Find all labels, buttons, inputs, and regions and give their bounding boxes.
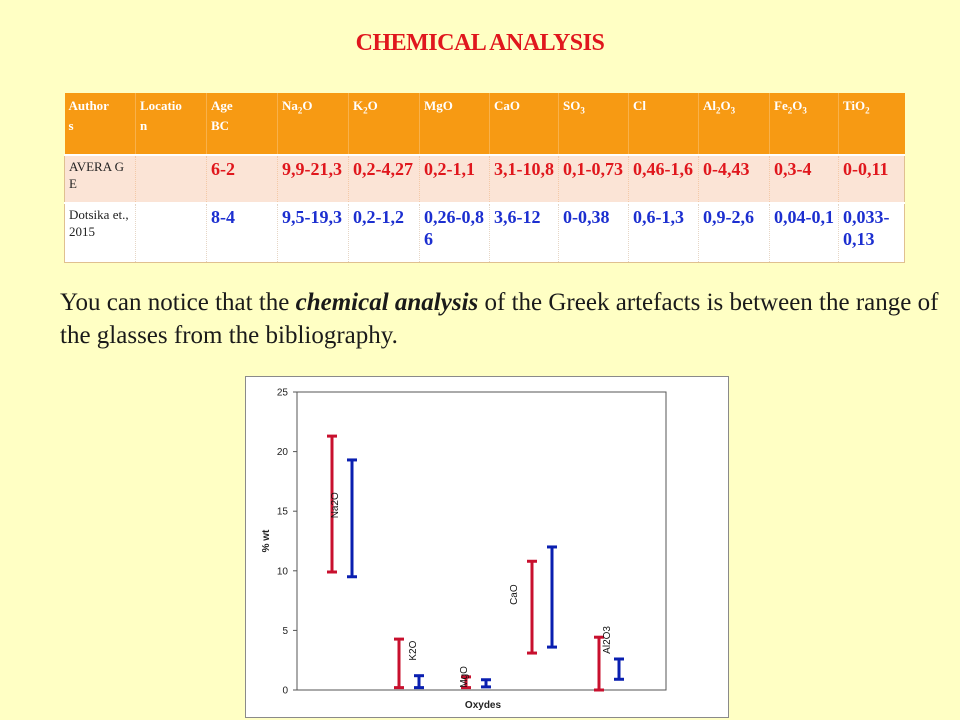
header-k2o: $K_2O$ [349,93,420,155]
cell-na2o: 9,5-19,3 [278,203,349,263]
cell-age: 8-4 [207,203,278,263]
header-cl: Cl [629,93,699,155]
observation-note: You can notice that the chemical analysis of the Greek artefacts is between the range of the glasses from the bibliography. [60,289,939,349]
cell-al2o3: 0,9-2,6 [699,203,770,263]
cell-so3: 0-0,38 [559,203,629,263]
y-tick-label: 10 [276,566,288,578]
y-tick-label: 5 [282,625,288,637]
cell-fe2o3: 0,04-0,1 [770,203,839,263]
cell-location [136,203,207,263]
header-location: Locatio n [136,93,207,155]
category-annotation: MgO [459,666,470,688]
note-emphasis: chemical analysis [295,289,479,316]
oxide-range-chart [245,376,729,718]
cell-tio2: 0-0,11 [839,155,905,203]
cell-k2o: 0,2-4,27 [349,155,420,203]
x-axis-title: Oxydes [464,700,502,711]
cell-so3: 0,1-0,73 [559,155,629,203]
cell-mgo: 0,26-0,86 [420,203,490,263]
y-axis-title: % wt [261,529,272,553]
header-fe2o3: $Fe_2O_3$ [770,93,839,155]
cell-na2o: 9,9-21,3 [278,155,349,203]
header-na2o: $Na_2O$ [278,93,349,155]
category-annotation: K2O [408,640,419,661]
cell-age: 6-2 [207,155,278,203]
header-mgo: MgO [420,93,490,155]
table-header-row [65,93,905,155]
cell-cl: 0,6-1,3 [629,203,699,263]
category-annotation: Na2O [330,492,341,519]
table-row [65,203,905,263]
y-tick-label: 20 [276,447,288,459]
y-tick-label: 25 [276,387,288,399]
chemical-analysis-table [64,93,905,263]
cell-location [136,155,207,203]
header-tio2: TiO$_2$ [839,93,905,155]
category-annotation: CaO [509,584,520,605]
cell-cao: 3,6-12 [490,203,559,263]
header-al2o3: $Al_2O_3$ [699,93,770,155]
category-annotation: Al2O3 [602,626,613,654]
header-so3: $SO_3$ [559,93,629,155]
chart-canvas [246,377,728,717]
cell-cao: 3,1-10,8 [490,155,559,203]
table-row [65,155,905,203]
slide-title: CHEMICAL ANALYSIS [355,30,605,56]
y-tick-label: 15 [276,506,288,518]
header-cao: CaO [490,93,559,155]
cell-k2o: 0,2-1,2 [349,203,420,263]
cell-fe2o3: 0,3-4 [770,155,839,203]
cell-al2o3: 0-4,43 [699,155,770,203]
header-authors: Author s [65,93,136,155]
cell-tio2: 0,033-0,13 [839,203,905,263]
cell-author: Dotsika et., 2015 [65,203,136,263]
cell-cl: 0,46-1,6 [629,155,699,203]
cell-author: AVERA GE [65,155,136,203]
y-tick-label: 0 [282,685,288,697]
header-age: Age BC [207,93,278,155]
cell-mgo: 0,2-1,1 [420,155,490,203]
